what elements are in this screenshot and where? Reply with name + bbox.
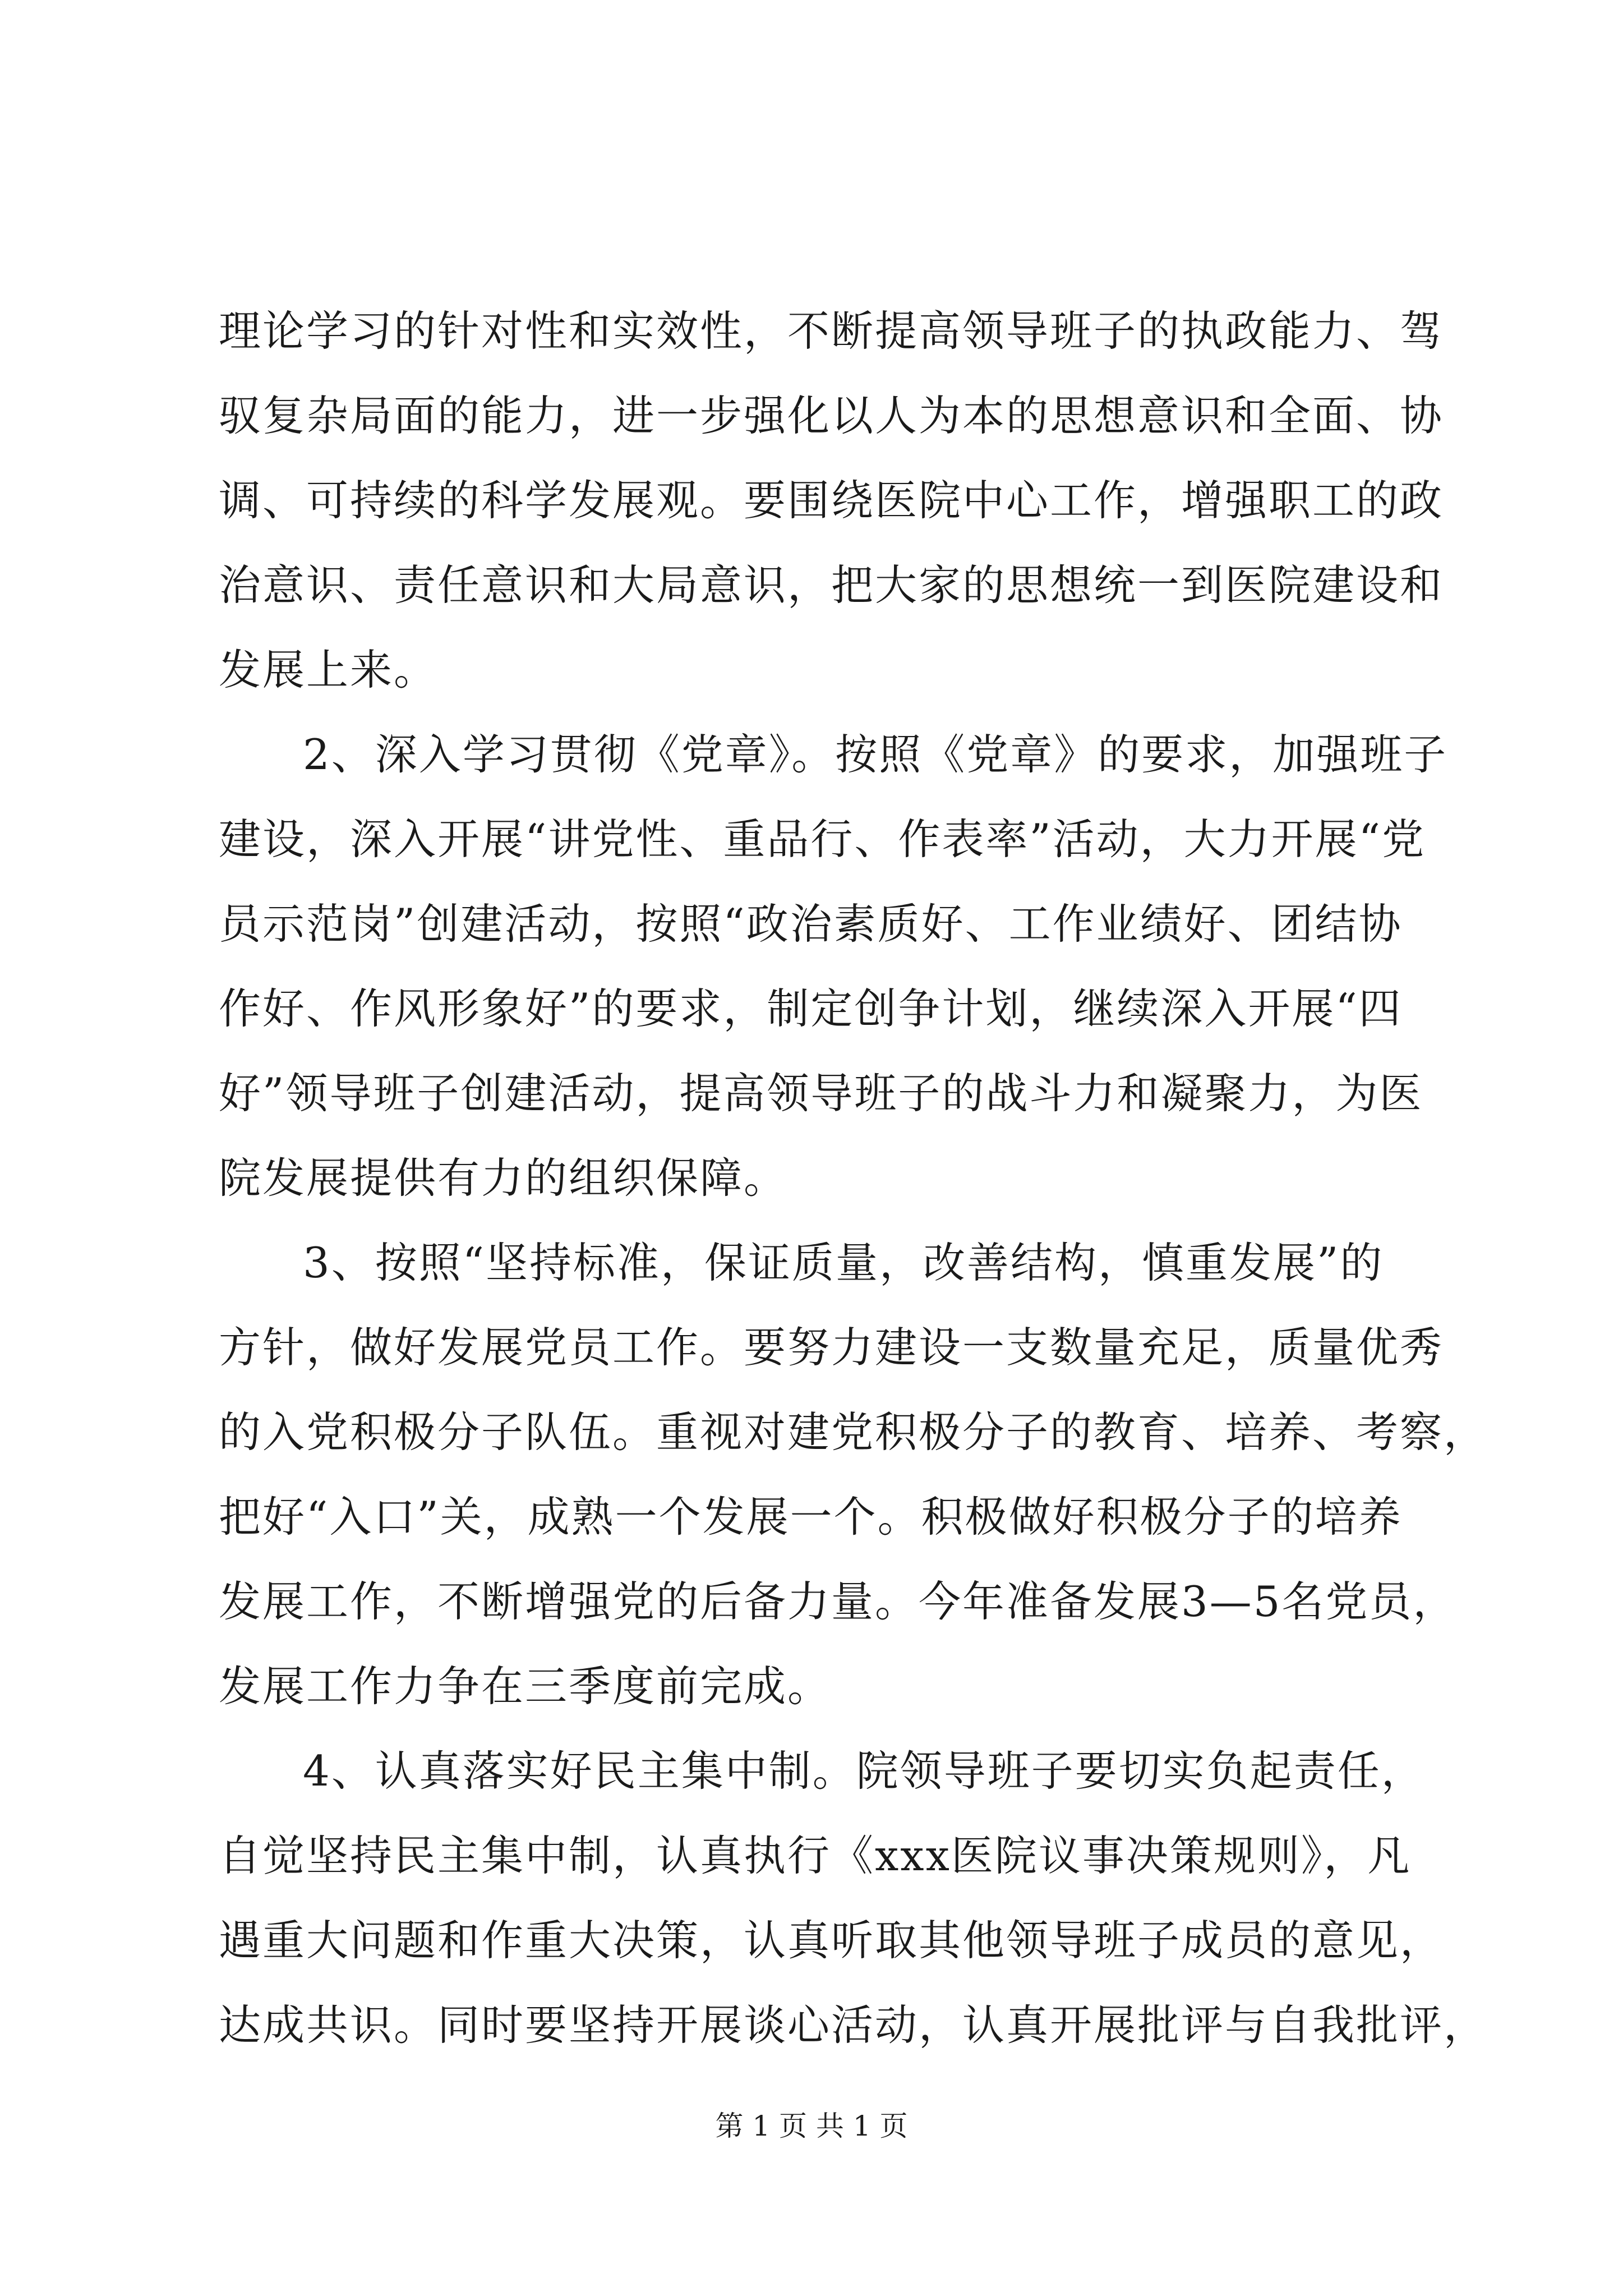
paragraph-line: 治意识、责任意识和大局意识，把大家的思想统一到医院建设和: [219, 560, 1444, 610]
paragraph-line: 2、深入学习贯彻《党章》。按照《党章》的要求，加强班子: [303, 730, 1448, 779]
paragraph-line: 遇重大问题和作重大决策，认真听取其他领导班子成员的意见，: [219, 1916, 1444, 1965]
paragraph-line: 理论学习的针对性和实效性，不断提高领导班子的执政能力、驾: [219, 306, 1444, 356]
paragraph-line: 自觉坚持民主集中制，认真执行《xxx医院议事决策规则》，凡: [219, 1831, 1412, 1880]
paragraph-line: 发展工作力争在三季度前完成。: [219, 1662, 832, 1711]
paragraph-line: 方针，做好发展党员工作。要努力建设一支数量充足，质量优秀: [219, 1323, 1444, 1372]
paragraph-line: 建设，深入开展“讲党性、重品行、作表率”活动，大力开展“党: [219, 815, 1426, 864]
paragraph-line: 4、认真落实好民主集中制。院领导班子要切实负起责任，: [303, 1746, 1425, 1796]
paragraph-line: 3、按照“坚持标准，保证质量，改善结构，慎重发展”的: [303, 1238, 1384, 1287]
paragraph-line: 把好“入口”关，成熟一个发展一个。积极做好积极分子的培养: [219, 1492, 1403, 1542]
paragraph-line: 作好、作风形象好”的要求，制定创争计划，继续深入开展“四: [219, 984, 1403, 1033]
paragraph-line: 发展上来。: [219, 645, 438, 694]
document-body: [219, 289, 1488, 2068]
paragraph-line: 员示范岗”创建活动，按照“政治素质好、工作业绩好、团结协: [219, 899, 1403, 949]
paragraph-line: 院发展提供有力的组织保障。: [219, 1153, 788, 1203]
paragraph-line: 调、可持续的科学发展观。要围绕医院中心工作，增强职工的政: [219, 476, 1444, 525]
paragraph-line: 的入党积极分子队伍。重视对建党积极分子的教育、培养、考察，: [219, 1407, 1488, 1457]
paragraph-line: 发展工作，不断增强党的后备力量。今年准备发展3—5名党员，: [219, 1577, 1457, 1626]
paragraph-line: 达成共识。同时要坚持开展谈心活动，认真开展批评与自我批评，: [219, 2000, 1488, 2050]
paragraph-line: 驭复杂局面的能力，进一步强化以人为本的思想意识和全面、协: [219, 391, 1444, 440]
paragraph-line: 好”领导班子创建活动，提高领导班子的战斗力和凝聚力，为医: [219, 1069, 1423, 1118]
page-footer: 第 1 页 共 1 页: [715, 2110, 908, 2142]
